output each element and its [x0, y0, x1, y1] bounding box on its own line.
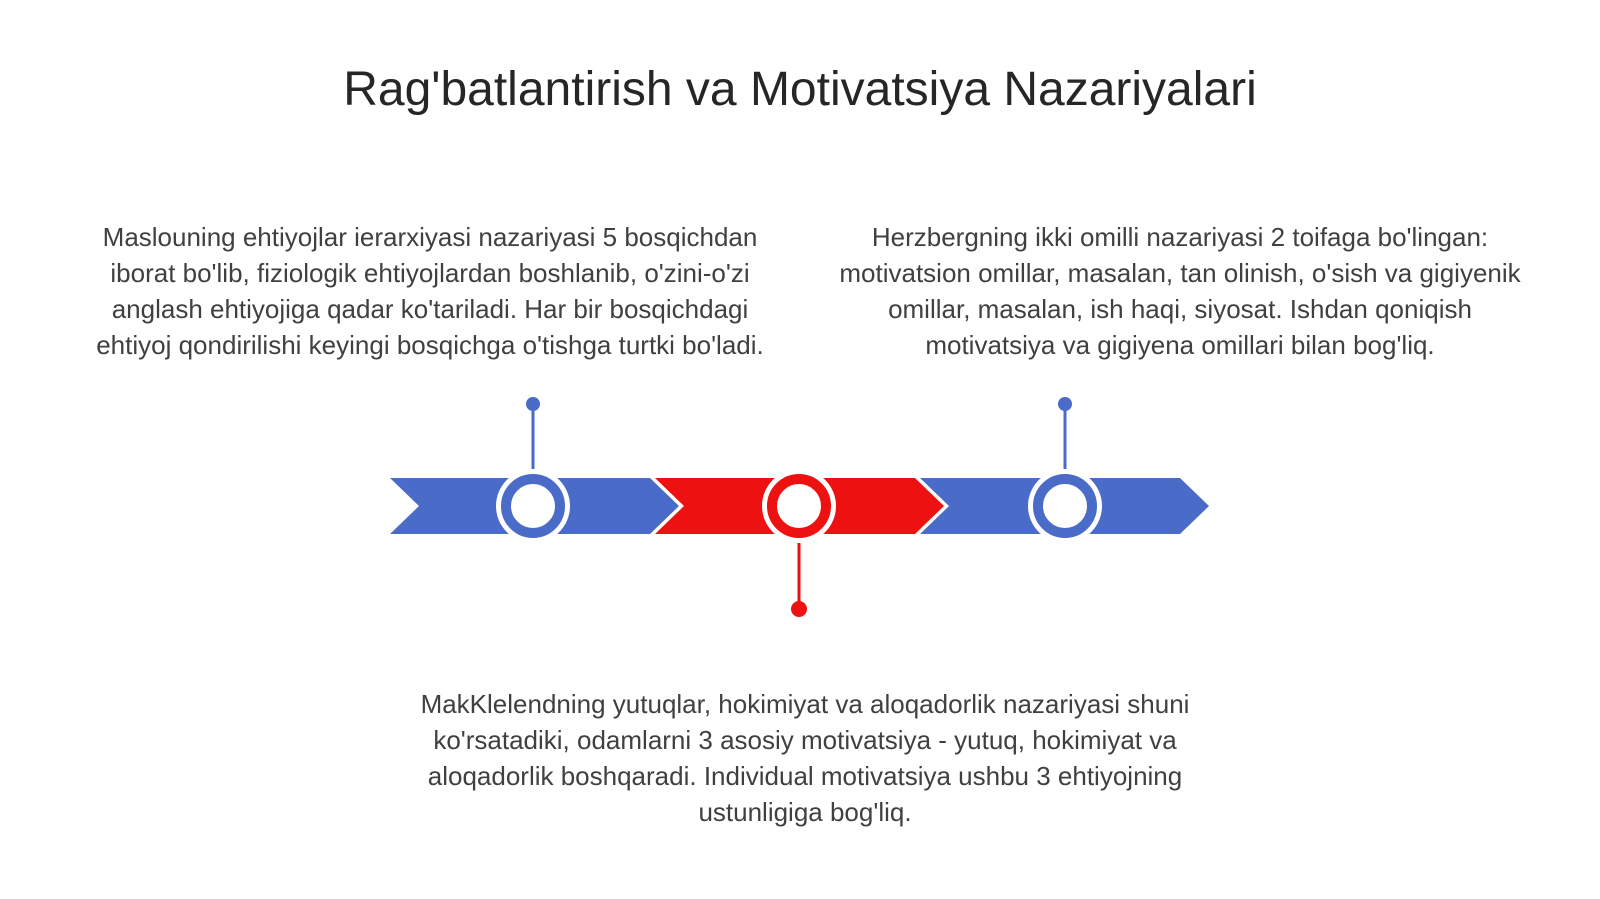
milestone-2-pin	[791, 535, 807, 617]
herzberg-description: Herzbergning ikki omilli nazariyasi 2 toifaga bo'lingan: motivatsion omillar, masalan, tan olinish, o'sish va gigiyenik omillar, masalan, ish haqi, siyosat. Ishdan qoniqish motivatsiya va gigiyena omillari bilan bog'liq.	[839, 222, 1521, 360]
slide-title: Rag'batlantirish va Motivatsiya Nazariyalari	[343, 63, 1257, 116]
milestone-1-pin	[526, 397, 540, 476]
milestone-1-ring	[496, 469, 570, 543]
milestone-2-ring	[762, 469, 836, 543]
mcclelland-description: MakKlelendning yutuqlar, hokimiyat va aloqadorlik nazariyasi shuni ko'rsatadiki, odamlarni 3 asosiy motivatsiya - yutuq, hokimiyat va aloqadorlik boshqaradi. Individual motivatsiya ushbu 3 ehtiyojning ustunligiga bog'liq.	[420, 689, 1190, 827]
milestone-3-pin	[1058, 397, 1072, 476]
maslow-description: Maslouning ehtiyojlar ierarxiyasi nazariyasi 5 bosqichdan iborat bo'lib, fiziologik ehtiyojlardan boshlanib, o'zini-o'zi anglash ehtiyojiga qadar ko'tariladi. Har bir bosqichdagi ehtiyoj qondirilishi keyingi bosqichga o'tishga turtki bo'ladi.	[96, 222, 764, 360]
milestone-3-ring	[1028, 469, 1102, 543]
